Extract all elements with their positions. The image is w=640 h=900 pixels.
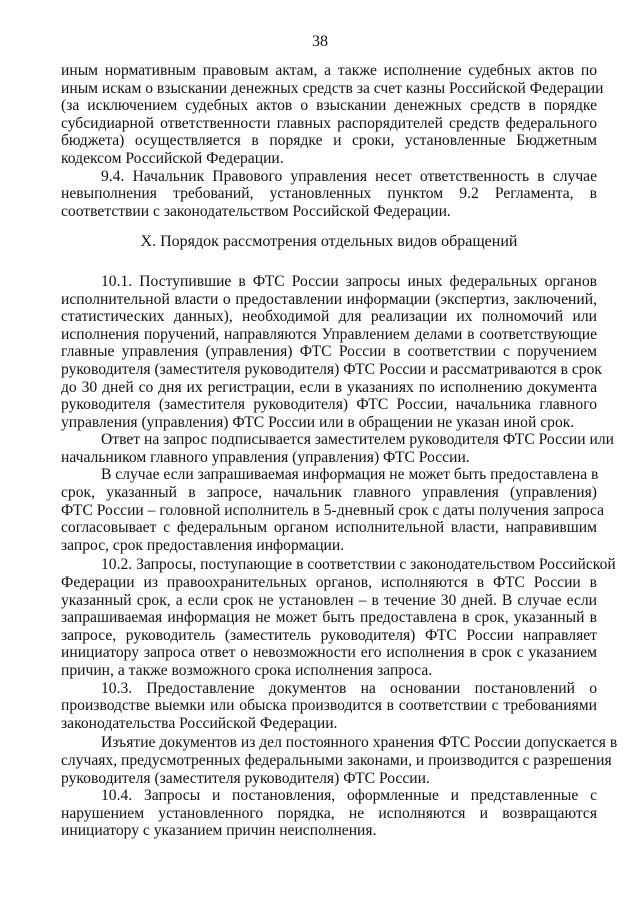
section-heading: X. Порядок рассмотрения отдельных видов обращений	[140, 233, 518, 251]
paragraph-9-4	[61, 168, 597, 221]
text-line: руководителя (заместителя руководителя) ФТС России и рассматриваются в срок	[61, 360, 602, 378]
text-line: начальником главного управления (управления) ФТС России.	[61, 448, 470, 466]
text-line: Ответ на запрос подписывается заместителем руководителя ФТС России или	[101, 431, 614, 449]
text-line: 10.2. Запросы, поступающие в соответствии с законодательством Российской	[101, 556, 616, 574]
text-line: руководителя (заместителя руководителя) ФТС России, начальника главного	[61, 396, 597, 414]
text-line: В случае если запрашиваемая информация не может быть предоставлена в	[101, 466, 599, 484]
text-line: ФТС России – головной исполнитель в 5-дневный срок с даты получения запроса	[61, 501, 605, 519]
text-line: согласовывает с федеральным органом исполнительной власти, направившим	[61, 519, 597, 537]
text-line: законодательства Российской Федерации.	[61, 714, 338, 732]
text-line: иным искам о взыскании денежных средств за счет казны Российской Федерации	[61, 79, 604, 97]
text-line: соответствии с законодательством Российской Федерации.	[61, 202, 451, 220]
text-line: главные управления (управления) ФТС России в соответствии с поручением	[61, 343, 597, 361]
text-line: до 30 дней со дня их регистрации, если в указаниях по исполнению документа	[61, 378, 597, 396]
text-line: инициатору запроса ответ о невозможности его исполнения в срок с указанием	[61, 644, 597, 662]
text-line: запрос, срок предоставления информации.	[61, 536, 345, 554]
text-line: 10.3. Предоставление документов на основании постановлений о	[101, 679, 597, 697]
paragraph	[61, 787, 597, 840]
text-line: 10.4. Запросы и постановления, оформленные и представленные с	[101, 787, 597, 805]
text-line: невыполнения требований, установленных пунктом 9.2 Регламента, в	[61, 185, 597, 203]
text-line: руководителя (заместителя руководителя) ФТС России.	[61, 769, 430, 787]
paragraph	[61, 734, 618, 787]
text-line: 10.1. Поступившие в ФТС России запросы иных федеральных органов	[101, 272, 597, 290]
text-line: управления (управления) ФТС России или в обращении не указан иной срок.	[61, 413, 575, 431]
text-line: 9.4. Начальник Правового управления несет ответственность в случае	[101, 167, 597, 185]
text-line: кодексом Российской Федерации.	[61, 149, 284, 167]
text-line: срок, указанный в запросе, начальник главного управления (управления)	[61, 484, 597, 502]
text-line: случаях, предусмотренных федеральными законами, и производится с разрешения	[61, 751, 612, 769]
text-line: бюджета) осуществляется в порядке и сроки, установленные Бюджетным	[61, 132, 597, 150]
paragraph	[61, 272, 602, 431]
paragraph	[61, 466, 605, 554]
text-line: исполнительной власти о предоставлении информации (экспертиз, заключений,	[61, 290, 597, 308]
text-line: причин, а также возможного срока исполнения запроса.	[61, 662, 433, 679]
text-line: Федерации из правоохранительных органов, исполняются в ФТС России в	[61, 574, 597, 592]
text-line: статистических данных), необходимой для реализации их полномочий или	[61, 308, 597, 326]
page-number: 38	[312, 33, 328, 50]
paragraph	[61, 431, 614, 466]
text-line: производстве выемки или обыска производится в соответствии с требованиями	[61, 697, 597, 715]
paragraph	[61, 680, 597, 733]
text-line: указанный срок, а если срок не установлен – в течение 30 дней. В случае если	[61, 591, 597, 609]
paragraph	[61, 556, 616, 679]
text-line: исполнения поручений, направляются Управлением делами в соответствующие	[61, 325, 597, 343]
text-line: иным нормативным правовым актам, а также исполнение судебных актов по	[61, 62, 597, 79]
text-line: запрашиваемая информация не может быть предоставлена в срок, указанный в	[61, 609, 597, 627]
text-line: субсидиарной ответственности главных распорядителей средств федерального	[61, 114, 597, 132]
text-line: запросе, руководитель (заместитель руководителя) ФТС России направляет	[61, 626, 597, 644]
document-body	[61, 62, 618, 840]
paragraph-budget-execution	[61, 62, 604, 168]
text-line: Изъятие документов из дел постоянного хранения ФТС России допускается в	[101, 734, 618, 752]
text-line: нарушением установленного порядка, не исполняются и возвращаются	[61, 804, 597, 822]
section-x-paragraphs	[61, 272, 618, 840]
text-line: (за исключением судебных актов о взыскании денежных средств в порядке	[61, 97, 597, 115]
text-line: инициатору с указанием причин неисполнения.	[61, 822, 377, 840]
